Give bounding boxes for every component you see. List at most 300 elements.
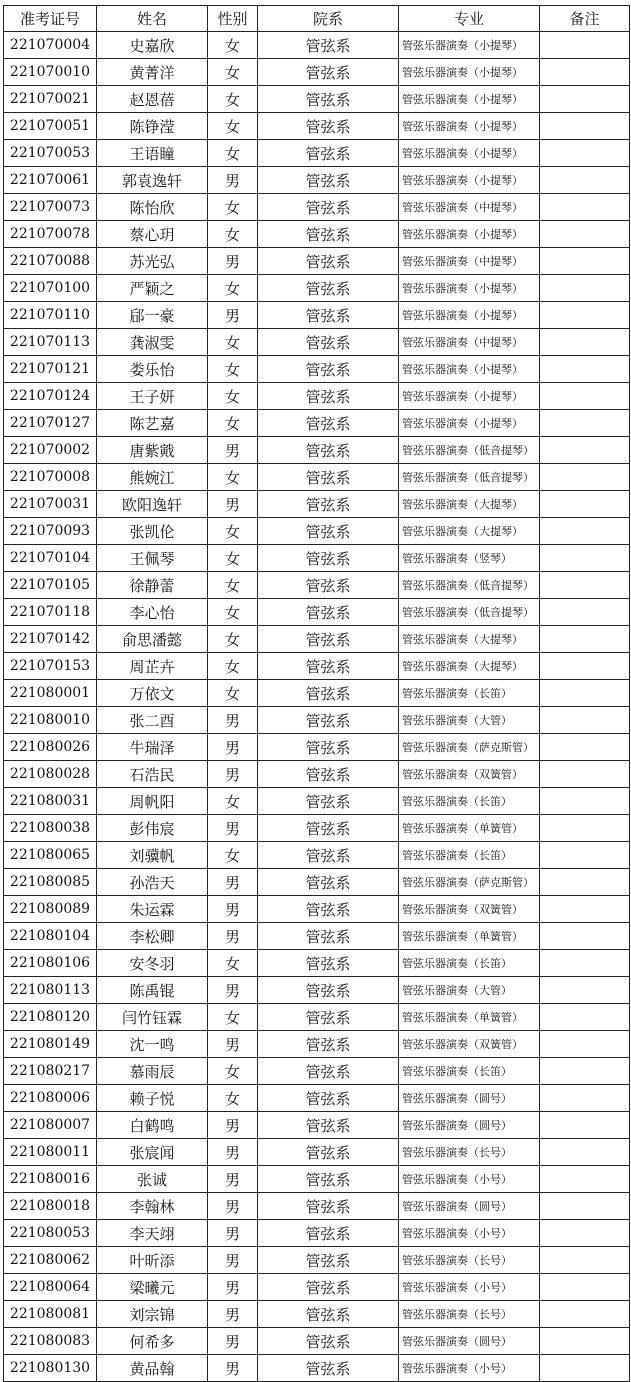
cell-major: 管弦乐器演奏（大提琴） — [399, 626, 540, 653]
cell-name: 蔡心玥 — [97, 221, 208, 248]
cell-major: 管弦乐器演奏（竖琴） — [399, 545, 540, 572]
cell-gender: 女 — [208, 59, 258, 86]
cell-note — [540, 572, 630, 599]
cell-major: 管弦乐器演奏（中提琴） — [399, 248, 540, 275]
table-header-row — [4, 6, 630, 32]
cell-major: 管弦乐器演奏（小提琴） — [399, 383, 540, 410]
cell-gender: 女 — [208, 626, 258, 653]
cell-major: 管弦乐器演奏（双簧管） — [399, 1031, 540, 1058]
cell-department: 管弦系 — [258, 221, 399, 248]
cell-department: 管弦系 — [258, 788, 399, 815]
cell-note — [540, 707, 630, 734]
cell-name: 白鹤鸣 — [97, 1112, 208, 1139]
cell-exam-id: 221070021 — [4, 86, 97, 113]
cell-name: 熊婉江 — [97, 464, 208, 491]
cell-name: 陈铮滢 — [97, 113, 208, 140]
cell-exam-id: 221070124 — [4, 383, 97, 410]
table-row — [4, 896, 630, 923]
cell-exam-id: 221070104 — [4, 545, 97, 572]
table-row — [4, 518, 630, 545]
cell-exam-id: 221080007 — [4, 1112, 97, 1139]
cell-exam-id: 221070031 — [4, 491, 97, 518]
table-row — [4, 1328, 630, 1355]
table-row — [4, 1166, 630, 1193]
cell-major: 管弦乐器演奏（小提琴） — [399, 221, 540, 248]
cell-name: 娄乐怡 — [97, 356, 208, 383]
cell-exam-id: 221080113 — [4, 977, 97, 1004]
cell-department: 管弦系 — [258, 1031, 399, 1058]
table-row — [4, 707, 630, 734]
cell-major: 管弦乐器演奏（萨克斯管） — [399, 869, 540, 896]
cell-gender: 男 — [208, 1139, 258, 1166]
cell-name: 石浩民 — [97, 761, 208, 788]
cell-note — [540, 626, 630, 653]
cell-exam-id: 221080083 — [4, 1328, 97, 1355]
header-exam-id: 准考证号 — [4, 6, 97, 32]
cell-name: 陈艺嘉 — [97, 410, 208, 437]
table-row — [4, 680, 630, 707]
cell-note — [540, 1328, 630, 1355]
cell-department: 管弦系 — [258, 923, 399, 950]
cell-major: 管弦乐器演奏（低音提琴） — [399, 437, 540, 464]
cell-note — [540, 113, 630, 140]
cell-exam-id: 221080106 — [4, 950, 97, 977]
cell-note — [540, 32, 630, 59]
table-row — [4, 572, 630, 599]
cell-department: 管弦系 — [258, 545, 399, 572]
cell-exam-id: 221070142 — [4, 626, 97, 653]
cell-gender: 女 — [208, 1085, 258, 1112]
cell-department: 管弦系 — [258, 896, 399, 923]
cell-exam-id: 221080053 — [4, 1220, 97, 1247]
cell-department: 管弦系 — [258, 437, 399, 464]
table-row — [4, 545, 630, 572]
cell-name: 张宸闻 — [97, 1139, 208, 1166]
cell-name: 李天翊 — [97, 1220, 208, 1247]
cell-department: 管弦系 — [258, 140, 399, 167]
cell-exam-id: 221070073 — [4, 194, 97, 221]
table-row — [4, 653, 630, 680]
cell-gender: 女 — [208, 950, 258, 977]
table-body — [4, 32, 630, 1382]
cell-name: 李松卿 — [97, 923, 208, 950]
cell-note — [540, 383, 630, 410]
cell-name: 苏光弘 — [97, 248, 208, 275]
cell-major: 管弦乐器演奏（小提琴） — [399, 32, 540, 59]
table-row — [4, 32, 630, 59]
admission-list-table — [3, 5, 630, 1382]
cell-department: 管弦系 — [258, 1139, 399, 1166]
cell-name: 黄品翰 — [97, 1355, 208, 1382]
cell-exam-id: 221070004 — [4, 32, 97, 59]
cell-exam-id: 221070127 — [4, 410, 97, 437]
cell-department: 管弦系 — [258, 167, 399, 194]
cell-department: 管弦系 — [258, 572, 399, 599]
cell-exam-id: 221070053 — [4, 140, 97, 167]
cell-exam-id: 221070008 — [4, 464, 97, 491]
cell-major: 管弦乐器演奏（单簧管） — [399, 923, 540, 950]
cell-name: 史嘉欣 — [97, 32, 208, 59]
cell-note — [540, 1058, 630, 1085]
cell-note — [540, 869, 630, 896]
cell-major: 管弦乐器演奏（萨克斯管） — [399, 734, 540, 761]
cell-name: 刘宗锦 — [97, 1301, 208, 1328]
cell-exam-id: 221080006 — [4, 1085, 97, 1112]
table-row — [4, 410, 630, 437]
cell-exam-id: 221070051 — [4, 113, 97, 140]
cell-note — [540, 275, 630, 302]
cell-name: 严颖之 — [97, 275, 208, 302]
cell-major: 管弦乐器演奏（单簧管） — [399, 1004, 540, 1031]
table-row — [4, 1301, 630, 1328]
table-row — [4, 113, 630, 140]
cell-note — [540, 248, 630, 275]
cell-note — [540, 1112, 630, 1139]
cell-note — [540, 356, 630, 383]
cell-name: 王语瞳 — [97, 140, 208, 167]
cell-exam-id: 221080011 — [4, 1139, 97, 1166]
cell-name: 周芷卉 — [97, 653, 208, 680]
cell-name: 陈怡欣 — [97, 194, 208, 221]
cell-exam-id: 221070002 — [4, 437, 97, 464]
cell-exam-id: 221070078 — [4, 221, 97, 248]
cell-name: 郈一豪 — [97, 302, 208, 329]
table-row — [4, 329, 630, 356]
cell-note — [540, 680, 630, 707]
cell-department: 管弦系 — [258, 86, 399, 113]
cell-gender: 女 — [208, 383, 258, 410]
cell-note — [540, 302, 630, 329]
table-row — [4, 761, 630, 788]
cell-gender: 女 — [208, 788, 258, 815]
header-note: 备注 — [540, 6, 630, 32]
cell-exam-id: 221080089 — [4, 896, 97, 923]
cell-name: 周帆阳 — [97, 788, 208, 815]
cell-exam-id: 221070061 — [4, 167, 97, 194]
cell-name: 张诚 — [97, 1166, 208, 1193]
table-row — [4, 1139, 630, 1166]
cell-department: 管弦系 — [258, 842, 399, 869]
table-row — [4, 248, 630, 275]
table-row — [4, 1355, 630, 1382]
cell-major: 管弦乐器演奏（长号） — [399, 1247, 540, 1274]
cell-note — [540, 1220, 630, 1247]
cell-major: 管弦乐器演奏（双簧管） — [399, 761, 540, 788]
cell-major: 管弦乐器演奏（大管） — [399, 977, 540, 1004]
cell-name: 彭伟宸 — [97, 815, 208, 842]
cell-note — [540, 464, 630, 491]
cell-gender: 女 — [208, 410, 258, 437]
cell-gender: 男 — [208, 491, 258, 518]
cell-name: 何希多 — [97, 1328, 208, 1355]
cell-department: 管弦系 — [258, 410, 399, 437]
table-row — [4, 383, 630, 410]
cell-gender: 女 — [208, 329, 258, 356]
table-row — [4, 815, 630, 842]
cell-name: 李翰林 — [97, 1193, 208, 1220]
cell-department: 管弦系 — [258, 734, 399, 761]
cell-department: 管弦系 — [258, 275, 399, 302]
cell-gender: 男 — [208, 167, 258, 194]
cell-gender: 女 — [208, 86, 258, 113]
cell-gender: 男 — [208, 1166, 258, 1193]
cell-department: 管弦系 — [258, 1274, 399, 1301]
cell-major: 管弦乐器演奏（大管） — [399, 707, 540, 734]
cell-department: 管弦系 — [258, 518, 399, 545]
header-name: 姓名 — [97, 6, 208, 32]
cell-major: 管弦乐器演奏（小提琴） — [399, 59, 540, 86]
cell-exam-id: 221080064 — [4, 1274, 97, 1301]
cell-note — [540, 1247, 630, 1274]
table-row — [4, 194, 630, 221]
cell-name: 叶昕添 — [97, 1247, 208, 1274]
cell-department: 管弦系 — [258, 383, 399, 410]
cell-gender: 女 — [208, 221, 258, 248]
cell-exam-id: 221080081 — [4, 1301, 97, 1328]
cell-exam-id: 221080031 — [4, 788, 97, 815]
cell-major: 管弦乐器演奏（小提琴） — [399, 86, 540, 113]
table-row — [4, 923, 630, 950]
cell-department: 管弦系 — [258, 1058, 399, 1085]
cell-major: 管弦乐器演奏（圆号） — [399, 1085, 540, 1112]
cell-exam-id: 221080028 — [4, 761, 97, 788]
cell-gender: 男 — [208, 1031, 258, 1058]
cell-exam-id: 221070153 — [4, 653, 97, 680]
cell-gender: 女 — [208, 653, 258, 680]
cell-note — [540, 194, 630, 221]
cell-name: 欧阳逸轩 — [97, 491, 208, 518]
cell-note — [540, 86, 630, 113]
cell-department: 管弦系 — [258, 1004, 399, 1031]
table-row — [4, 1274, 630, 1301]
cell-major: 管弦乐器演奏（小提琴） — [399, 356, 540, 383]
cell-department: 管弦系 — [258, 626, 399, 653]
cell-note — [540, 1301, 630, 1328]
cell-note — [540, 1193, 630, 1220]
cell-major: 管弦乐器演奏（小提琴） — [399, 410, 540, 437]
cell-exam-id: 221080217 — [4, 1058, 97, 1085]
cell-note — [540, 761, 630, 788]
cell-exam-id: 221070093 — [4, 518, 97, 545]
cell-name: 郭袁逸轩 — [97, 167, 208, 194]
table-row — [4, 59, 630, 86]
cell-gender: 男 — [208, 1274, 258, 1301]
table-row — [4, 302, 630, 329]
cell-name: 安冬羽 — [97, 950, 208, 977]
cell-department: 管弦系 — [258, 1301, 399, 1328]
cell-note — [540, 545, 630, 572]
cell-exam-id: 221080038 — [4, 815, 97, 842]
cell-gender: 女 — [208, 599, 258, 626]
cell-name: 万依文 — [97, 680, 208, 707]
cell-gender: 女 — [208, 572, 258, 599]
cell-exam-id: 221080018 — [4, 1193, 97, 1220]
table-row — [4, 599, 630, 626]
cell-note — [540, 1139, 630, 1166]
cell-exam-id: 221070110 — [4, 302, 97, 329]
cell-name: 王子妍 — [97, 383, 208, 410]
cell-gender: 男 — [208, 815, 258, 842]
cell-department: 管弦系 — [258, 761, 399, 788]
cell-gender: 男 — [208, 734, 258, 761]
cell-major: 管弦乐器演奏（中提琴） — [399, 194, 540, 221]
cell-major: 管弦乐器演奏（小号） — [399, 1355, 540, 1382]
cell-major: 管弦乐器演奏（圆号） — [399, 1193, 540, 1220]
table-row — [4, 356, 630, 383]
cell-note — [540, 599, 630, 626]
cell-exam-id: 221070010 — [4, 59, 97, 86]
cell-department: 管弦系 — [258, 464, 399, 491]
table-row — [4, 626, 630, 653]
cell-gender: 男 — [208, 1301, 258, 1328]
cell-exam-id: 221080001 — [4, 680, 97, 707]
table-row — [4, 842, 630, 869]
cell-gender: 女 — [208, 545, 258, 572]
cell-department: 管弦系 — [258, 248, 399, 275]
cell-exam-id: 221080026 — [4, 734, 97, 761]
cell-note — [540, 329, 630, 356]
cell-note — [540, 410, 630, 437]
cell-gender: 男 — [208, 1112, 258, 1139]
table-row — [4, 140, 630, 167]
cell-gender: 女 — [208, 464, 258, 491]
table-row — [4, 1247, 630, 1274]
cell-major: 管弦乐器演奏（大提琴） — [399, 491, 540, 518]
cell-major: 管弦乐器演奏（长笛） — [399, 950, 540, 977]
cell-department: 管弦系 — [258, 356, 399, 383]
cell-major: 管弦乐器演奏（中提琴） — [399, 329, 540, 356]
cell-gender: 女 — [208, 1058, 258, 1085]
cell-name: 孙浩天 — [97, 869, 208, 896]
cell-note — [540, 734, 630, 761]
cell-gender: 女 — [208, 356, 258, 383]
cell-gender: 男 — [208, 437, 258, 464]
cell-note — [540, 1274, 630, 1301]
cell-exam-id: 221080120 — [4, 1004, 97, 1031]
cell-exam-id: 221070113 — [4, 329, 97, 356]
cell-note — [540, 815, 630, 842]
cell-gender: 男 — [208, 869, 258, 896]
cell-name: 慕雨辰 — [97, 1058, 208, 1085]
cell-note — [540, 1166, 630, 1193]
cell-name: 闫竹钰霖 — [97, 1004, 208, 1031]
cell-note — [540, 167, 630, 194]
cell-department: 管弦系 — [258, 1328, 399, 1355]
cell-department: 管弦系 — [258, 32, 399, 59]
cell-department: 管弦系 — [258, 1247, 399, 1274]
cell-gender: 男 — [208, 302, 258, 329]
header-major: 专业 — [399, 6, 540, 32]
cell-name: 徐静蕾 — [97, 572, 208, 599]
cell-gender: 男 — [208, 248, 258, 275]
cell-department: 管弦系 — [258, 815, 399, 842]
cell-note — [540, 491, 630, 518]
table-row — [4, 221, 630, 248]
cell-department: 管弦系 — [258, 599, 399, 626]
cell-department: 管弦系 — [258, 1085, 399, 1112]
cell-major: 管弦乐器演奏（小提琴） — [399, 113, 540, 140]
table-row — [4, 86, 630, 113]
table-row — [4, 437, 630, 464]
cell-note — [540, 923, 630, 950]
cell-note — [540, 977, 630, 1004]
cell-note — [540, 1355, 630, 1382]
cell-gender: 女 — [208, 113, 258, 140]
cell-name: 赖子悦 — [97, 1085, 208, 1112]
cell-name: 牛瑞泽 — [97, 734, 208, 761]
cell-major: 管弦乐器演奏（小提琴） — [399, 275, 540, 302]
cell-name: 俞思潘懿 — [97, 626, 208, 653]
cell-gender: 女 — [208, 275, 258, 302]
table-row — [4, 1058, 630, 1085]
cell-major: 管弦乐器演奏（低音提琴） — [399, 572, 540, 599]
cell-name: 朱运霖 — [97, 896, 208, 923]
cell-major: 管弦乐器演奏（长号） — [399, 1301, 540, 1328]
cell-name: 陈禹锟 — [97, 977, 208, 1004]
table-row — [4, 1220, 630, 1247]
cell-gender: 男 — [208, 1328, 258, 1355]
cell-exam-id: 221080010 — [4, 707, 97, 734]
header-department: 院系 — [258, 6, 399, 32]
cell-exam-id: 221080104 — [4, 923, 97, 950]
cell-gender: 女 — [208, 194, 258, 221]
cell-name: 沈一鸣 — [97, 1031, 208, 1058]
cell-name: 刘骥帆 — [97, 842, 208, 869]
cell-exam-id: 221080130 — [4, 1355, 97, 1382]
cell-name: 赵恩蓓 — [97, 86, 208, 113]
table-row — [4, 1004, 630, 1031]
cell-name: 王佩琴 — [97, 545, 208, 572]
cell-note — [540, 1085, 630, 1112]
header-gender: 性别 — [208, 6, 258, 32]
cell-gender: 男 — [208, 707, 258, 734]
cell-name: 唐紫戭 — [97, 437, 208, 464]
cell-note — [540, 1004, 630, 1031]
table-row — [4, 788, 630, 815]
table-row — [4, 950, 630, 977]
cell-major: 管弦乐器演奏（小号） — [399, 1220, 540, 1247]
cell-exam-id: 221070100 — [4, 275, 97, 302]
cell-exam-id: 221080016 — [4, 1166, 97, 1193]
cell-note — [540, 59, 630, 86]
cell-major: 管弦乐器演奏（低音提琴） — [399, 599, 540, 626]
cell-exam-id: 221080085 — [4, 869, 97, 896]
cell-note — [540, 221, 630, 248]
cell-name: 张二酉 — [97, 707, 208, 734]
cell-major: 管弦乐器演奏（长笛） — [399, 680, 540, 707]
cell-department: 管弦系 — [258, 950, 399, 977]
cell-name: 梁曦元 — [97, 1274, 208, 1301]
cell-note — [540, 842, 630, 869]
cell-gender: 男 — [208, 1193, 258, 1220]
cell-department: 管弦系 — [258, 59, 399, 86]
table-row — [4, 275, 630, 302]
cell-major: 管弦乐器演奏（圆号） — [399, 1112, 540, 1139]
cell-note — [540, 518, 630, 545]
cell-major: 管弦乐器演奏（小提琴） — [399, 140, 540, 167]
table-row — [4, 869, 630, 896]
cell-major: 管弦乐器演奏（小号） — [399, 1166, 540, 1193]
cell-major: 管弦乐器演奏（小号） — [399, 1274, 540, 1301]
cell-major: 管弦乐器演奏（圆号） — [399, 1328, 540, 1355]
cell-exam-id: 221070118 — [4, 599, 97, 626]
cell-department: 管弦系 — [258, 707, 399, 734]
cell-department: 管弦系 — [258, 491, 399, 518]
cell-major: 管弦乐器演奏（长笛） — [399, 842, 540, 869]
cell-major: 管弦乐器演奏（长笛） — [399, 788, 540, 815]
table-row — [4, 1031, 630, 1058]
cell-gender: 女 — [208, 842, 258, 869]
